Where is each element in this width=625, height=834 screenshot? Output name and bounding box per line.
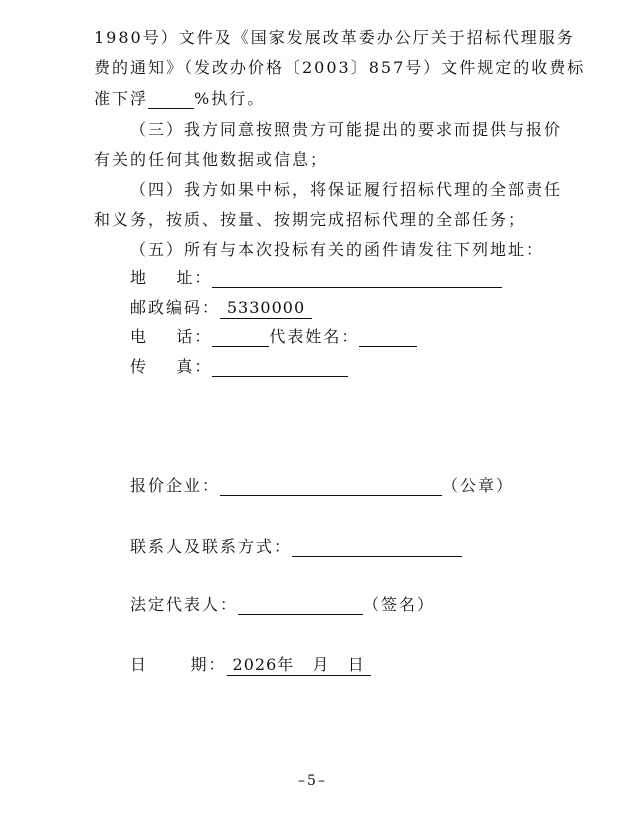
- legal-rep-field: [238, 596, 363, 615]
- paragraph-line: （三）我方同意按照贵方可能提出的要求而提供与报价: [130, 120, 563, 139]
- date-row: [130, 655, 371, 676]
- paragraph-line: （四）我方如果中标，将保证履行招标代理的全部责任: [130, 180, 563, 199]
- contact-person-field: [292, 538, 462, 557]
- paragraph-line: （五）所有与本次投标有关的函件请发往下列地址：: [130, 240, 545, 259]
- phone-label: 电 话：: [130, 327, 213, 346]
- legal-rep-label: 法定代表人：: [130, 595, 239, 614]
- paragraph-line: 有关的任何其他数据或信息；: [94, 150, 329, 169]
- date-label: 日 期：: [130, 655, 227, 674]
- representative-label: 代表姓名：: [269, 327, 360, 346]
- legal-rep-row: [130, 595, 435, 615]
- postcode-row: [130, 298, 312, 319]
- paragraph-line: 费的通知》（发改办价格〔2003〕857号）文件规定的收费标: [94, 58, 586, 77]
- paragraph-line: 1980号）文件及《国家发展改革委办公厅关于招标代理服务: [94, 28, 575, 47]
- representative-field: [359, 328, 417, 347]
- phone-field: [212, 328, 269, 347]
- contact-person-row: [130, 537, 462, 557]
- page-number: –5–: [298, 773, 327, 789]
- phone-row: [130, 327, 417, 347]
- date-value: 2026年 月 日: [227, 655, 371, 676]
- paragraph-text: 准下浮: [94, 89, 149, 108]
- fax-label: 传 真：: [130, 357, 213, 376]
- address-field: [212, 269, 502, 288]
- company-row: [130, 476, 514, 496]
- paragraph-line: 和义务，按质、按量、按期完成招标代理的全部任务；: [94, 210, 527, 229]
- discount-rate-blank: [148, 90, 194, 109]
- company-label: 报价企业：: [130, 476, 221, 495]
- fax-field: [212, 358, 348, 377]
- paragraph-line: [94, 89, 265, 109]
- company-seal-note: （公章）: [442, 476, 515, 495]
- address-label: 地 址：: [130, 268, 213, 287]
- contact-person-label: 联系人及联系方式：: [130, 537, 293, 556]
- postcode-label: 邮政编码：: [130, 298, 221, 317]
- legal-rep-sign-note: （签名）: [363, 595, 436, 614]
- company-field: [220, 477, 442, 496]
- fax-row: [130, 357, 348, 377]
- paragraph-text: %执行。: [194, 89, 266, 108]
- postcode-value: 5330000: [220, 298, 312, 319]
- address-row: [130, 268, 502, 288]
